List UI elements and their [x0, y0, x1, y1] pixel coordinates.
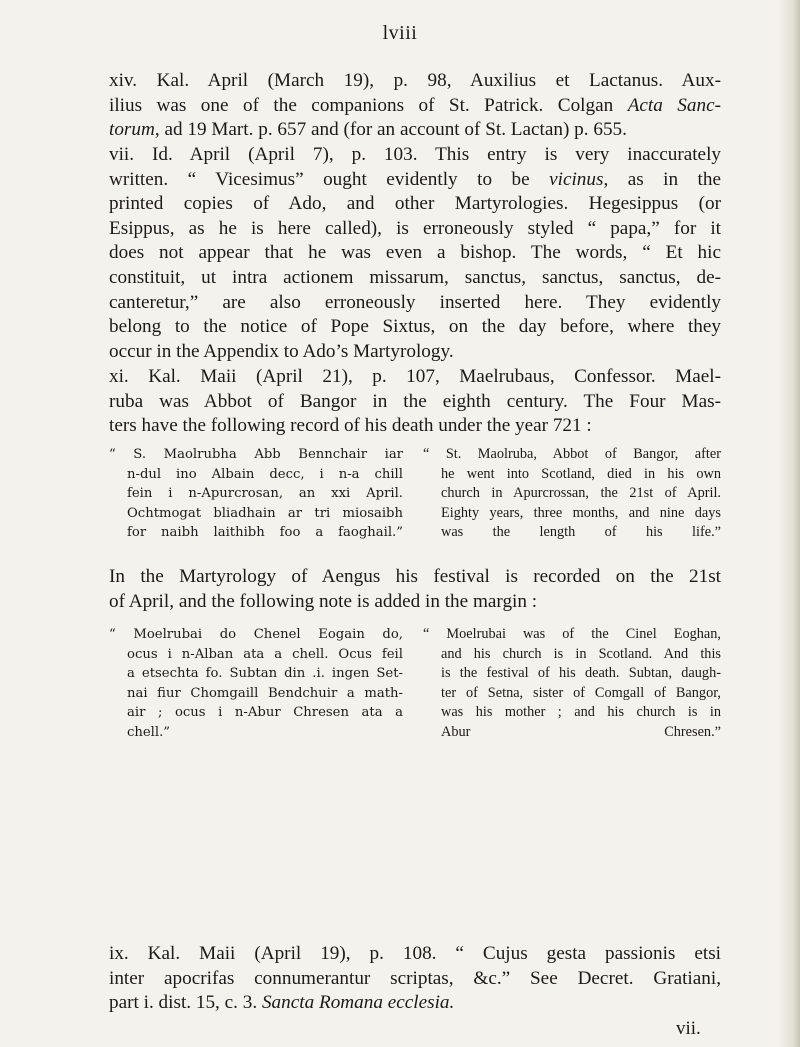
text-line: “ St. Maolruba, Abbot of Bangor, after: [423, 446, 721, 462]
italic-text: Acta Sanc-: [627, 94, 721, 116]
text-line: canteretur,” are also erroneously inserted here. They evidently: [109, 291, 721, 313]
text-line: Esippus, as he is here called), is erroneously styled “ papa,” for it: [109, 217, 721, 239]
text-line: chell.”: [127, 724, 171, 740]
text-line: vii. Id. April (April 7), p. 103. This entry is very inaccurately: [109, 144, 721, 165]
paragraph-aengus: [109, 565, 721, 614]
page-number: lviii: [382, 22, 418, 44]
text-line: a etsechta fo. Subtan din .i. ingen Set-: [127, 666, 403, 682]
text-line: ix. Kal. Maii (April 19), p. 108. “ Cujus gesta passionis etsi: [109, 943, 721, 964]
text-line: “ Moelrubai was of the Cinel Eoghan,: [423, 626, 721, 642]
italic-text: Sancta Romana ecclesia.: [261, 992, 455, 1014]
text-line: In the Martyrology of Aengus his festival is recorded on the 21st: [109, 566, 721, 587]
paragraph-xi: [109, 365, 721, 439]
paragraph-xiv: [109, 69, 721, 143]
text-line: belong to the notice of Pope Sixtus, on the day before, where they: [109, 316, 721, 338]
text-line: printed copies of Ado, and other Martyrologies. Hegesippus (or: [109, 193, 721, 215]
paragraph-ix: [109, 942, 721, 1016]
text-line: he went into Scotland, died in his own: [441, 465, 721, 482]
text-line: Abur Chresen.”: [441, 723, 721, 740]
quote-irish-text: [109, 445, 403, 543]
text-line: Ochtmogat bliadhain ar tri miosaibh: [127, 505, 403, 521]
text-line: fein i n-Apurcrosan, an xxi April.: [127, 486, 403, 502]
text-line: part i. dist. 15, c. 3. Sancta Romana ecclesia.: [109, 992, 455, 1014]
text-line: church in Apurcrossan, the 21st of April.: [441, 485, 721, 502]
text-line: air ; ocus i n-Abur Chresen ata a: [127, 705, 403, 721]
text-line: does not appear that he was even a bishop. The words, “ Et hic: [109, 242, 721, 264]
text-line: is the festival of his death. Subtan, daugh-: [441, 665, 721, 682]
text-line: and his church is in Scotland. And this: [441, 645, 721, 662]
quote-irish-text: [109, 625, 403, 743]
text-line: for naibh laithibh foo a faoghail.”: [127, 525, 403, 541]
text-line: occur in the Appendix to Ado’s Martyrology.: [109, 340, 454, 362]
text-line: torum, ad 19 Mart. p. 657 and (for an account of St. Lactan) p. 655.: [109, 119, 627, 141]
text-line: xi. Kal. Maii (April 21), p. 107, Maelrubaus, Confessor. Mael-: [109, 366, 721, 387]
quote-english-translation: [423, 625, 721, 743]
text-line: ter of Setna, sister of Comgall of Bangor,: [441, 684, 721, 701]
text-line: “ Moelrubai do Chenel Eogain do,: [109, 627, 403, 642]
text-line: ilius was one of the companions of St. Patrick. Colgan Acta Sanc-: [109, 94, 721, 116]
text-line: ocus i n-Alban ata a chell. Ocus feil: [127, 646, 403, 662]
text-line: of April, and the following note is added in the margin :: [109, 590, 538, 612]
italic-text: vicinus: [549, 168, 604, 190]
text-line: n-dul ino Albain decc, i n-a chill: [127, 466, 403, 482]
text-line: Eighty years, three months, and nine days: [441, 504, 721, 521]
text-line: nai fiur Chomgaill Bendchuir a math-: [127, 685, 403, 701]
text-line: ruba was Abbot of Bangor in the eighth century. The Four Mas-: [109, 390, 721, 412]
text-line: inter apocrifas connumerantur scriptas, &c.” See Decret. Gratiani,: [109, 967, 721, 989]
quote-english-translation: [423, 445, 721, 543]
text-line: constituit, ut intra actionem missarum, sanctus, sanctus, sanctus, de-: [109, 266, 721, 288]
paragraph-vii: [109, 143, 721, 364]
catchword: vii.: [676, 1018, 701, 1039]
italic-text: torum: [109, 119, 155, 141]
text-line: written. “ Vicesimus” ought evidently to be vicinus, as in the: [109, 168, 721, 190]
text-line: was the length of his life.”: [441, 524, 721, 541]
text-line: xiv. Kal. April (March 19), p. 98, Auxilius et Lactanus. Aux-: [109, 70, 721, 91]
page-edge-shadow: [778, 0, 800, 1047]
text-line: ters have the following record of his death under the year 721 :: [109, 415, 592, 437]
text-line: “ S. Maolrubha Abb Bennchair iar: [109, 447, 403, 462]
text-line: was his mother ; and his church is in: [441, 704, 721, 721]
